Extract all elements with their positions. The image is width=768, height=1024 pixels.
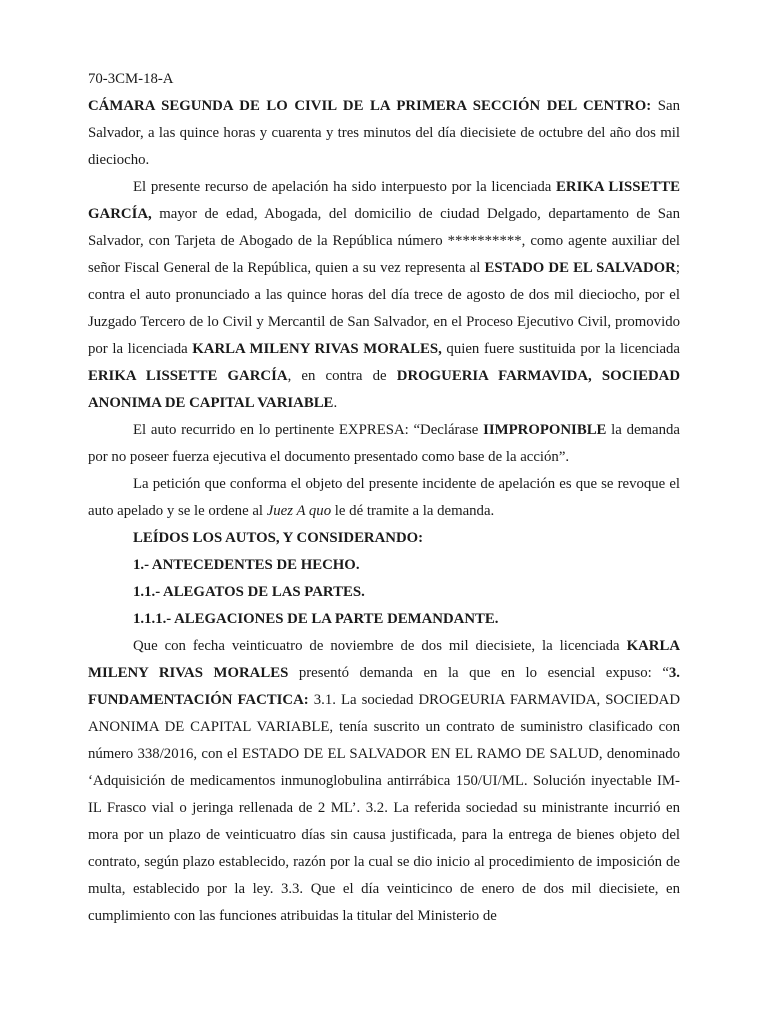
section-heading: 1.1.- ALEGATOS DE LAS PARTES. bbox=[133, 584, 365, 600]
text: 3.1. La sociedad DROGEURIA FARMAVIDA, SOCIEDAD ANONIMA DE CAPITAL VARIABLE, tenía suscrito un contrato de suministro clasificado con número 338/2016, con el ESTADO DE EL SALVADOR EN EL RAMO DE SALUD, denominado ‘Adquisición de medicamentos inmunoglobulina antirrábica 150/UI/ML. Solución inyectable IM-IL Frasco vial o jeringa rellenada de 2 ML’. 3.2. La referida sociedad su ministrante incurrió en mora por un plazo de veinticuatro días sin causa justificada, para la entrega de bienes objeto del contrato, según plazo establecido, razón por la cual se dio inicio al procedimiento de imposición de multa, establecido por la ley. 3.3. Que el día veinticinco de enero de dos mil diecisiete, en cumplimiento con las funciones atribuidas la titular del Ministerio de bbox=[88, 692, 681, 924]
ruling-word: IIMPROPONIBLE bbox=[483, 422, 607, 438]
subheading-inline: 3. FUNDAMENTACIÓN FACTICA: bbox=[88, 665, 681, 708]
text: El auto recurrido en lo pertinente EXPRESA: “Declárase bbox=[133, 422, 484, 438]
paragraph-ruling bbox=[88, 417, 680, 471]
text: le dé tramite a la demanda. bbox=[331, 503, 495, 519]
paragraph-claim bbox=[88, 633, 680, 930]
text: Que con fecha veinticuatro de noviembre de dos mil diecisiete, la licenciada bbox=[133, 638, 627, 654]
text: presentó demanda en la que en lo esencial expuso: “ bbox=[288, 665, 669, 681]
date-text: San Salvador, a las quince horas y cuarenta y tres minutos del día diecisiete de octubre del año dos mil dieciocho. bbox=[88, 98, 680, 168]
text: . bbox=[333, 395, 338, 411]
party-name: ERIKA LISSETTE GARCÍA, bbox=[88, 179, 680, 222]
section-heading: 1.- ANTECEDENTES DE HECHO. bbox=[133, 557, 360, 573]
text: El presente recurso de apelación ha sido interpuesto por la licenciada bbox=[133, 179, 557, 195]
paragraph-appeal bbox=[88, 174, 680, 417]
text: mayor de edad, Abogada, del domicilio de ciudad Delgado, departamento de San Salvador, con Tarjeta de Abogado de la República número **********, como agente auxiliar del señor Fiscal General de la República, quien a su vez representa al bbox=[88, 206, 680, 276]
intro-paragraph bbox=[88, 93, 680, 174]
party-name: ESTADO DE EL SALVADOR bbox=[484, 260, 676, 276]
text: ; contra el auto pronunciado a las quince horas del día trece de agosto de dos mil dieciocho, por el Juzgado Tercero de lo Civil y Mercantil de San Salvador, en el Proceso Ejecutivo Civil, promovido por la licenciada bbox=[88, 260, 680, 357]
text: la demanda por no poseer fuerza ejecutiva el documento presentado como base de la acción”. bbox=[88, 422, 680, 465]
party-name: ERIKA LISSETTE GARCÍA bbox=[88, 368, 288, 384]
party-name: KARLA MILENY RIVAS MORALES bbox=[88, 638, 680, 681]
text: quien fuere sustituida por la licenciada bbox=[441, 341, 680, 357]
party-name: DROGUERIA FARMAVIDA, SOCIEDAD ANONIMA DE CAPITAL VARIABLE bbox=[88, 368, 680, 411]
paragraph-petition bbox=[88, 471, 680, 525]
text: La petición que conforma el objeto del presente incidente de apelación es que se revoque el auto apelado y se le ordene al bbox=[88, 476, 680, 519]
court-name: CÁMARA SEGUNDA DE LO CIVIL DE LA PRIMERA SECCIÓN DEL CENTRO: bbox=[88, 98, 652, 114]
party-name: KARLA MILENY RIVAS MORALES, bbox=[192, 341, 442, 357]
italic-term: Juez A quo bbox=[266, 503, 332, 519]
section-heading: LEÍDOS LOS AUTOS, Y CONSIDERANDO: bbox=[133, 530, 424, 546]
case-number: 70-3CM-18-A bbox=[88, 71, 174, 87]
section-heading: 1.1.1.- ALEGACIONES DE LA PARTE DEMANDANTE. bbox=[133, 611, 499, 627]
text: , en contra de bbox=[287, 368, 397, 384]
